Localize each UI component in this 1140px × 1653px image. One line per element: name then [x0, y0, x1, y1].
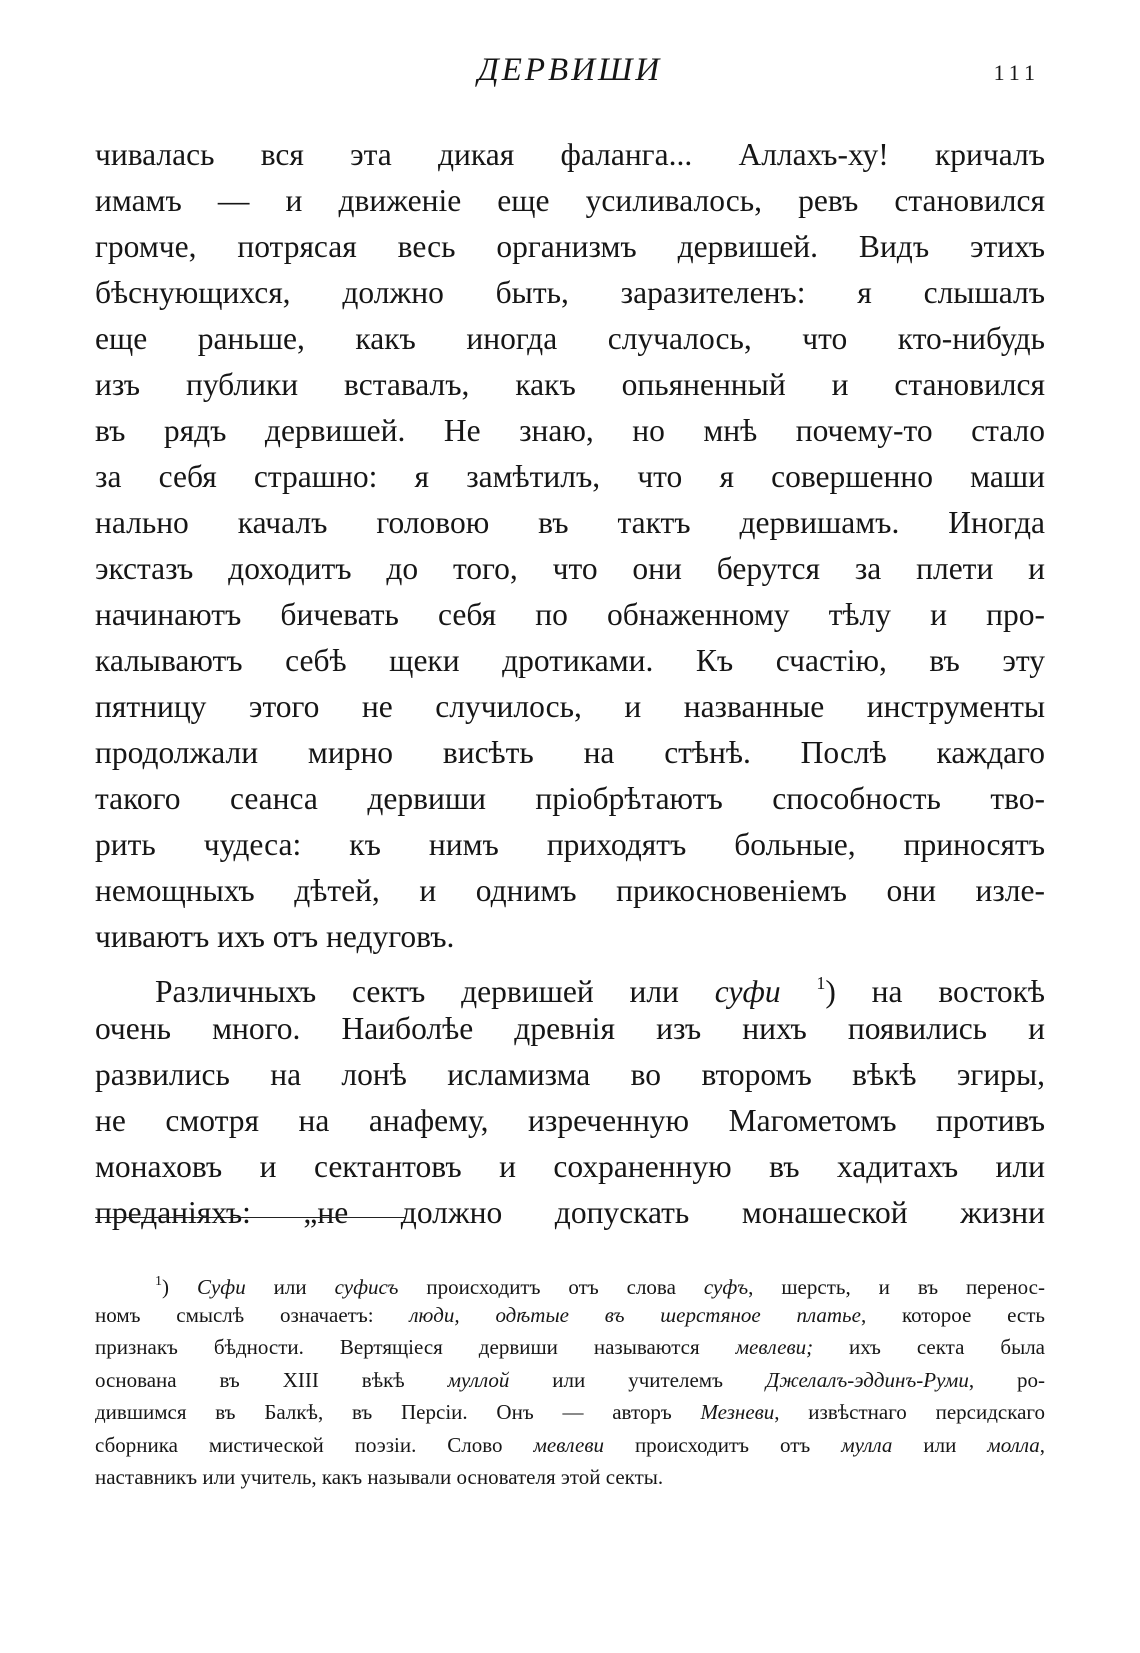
text-span: или	[892, 1432, 988, 1457]
text-line: очень много. Наиболѣе древнiя изъ нихъ появились и	[95, 1011, 1045, 1046]
text-line: въ рядъ дервишей. Не знаю, но мнѣ почему-то стало	[95, 413, 1045, 448]
text-span: сборника мистической поэзiи. Слово	[95, 1432, 534, 1457]
main-text	[95, 132, 1045, 1236]
text-line: громче, потрясая весь организмъ дервишей. Видъ этихъ	[95, 229, 1045, 264]
text-line: монаховъ и сектантовъ и сохраненную въ хадитахъ или	[95, 1149, 1045, 1184]
text-line: калываютъ себѣ щеки дротиками. Къ счастiю, въ эту	[95, 643, 1045, 678]
footnote-line	[95, 1364, 1045, 1397]
italic-term: Суфи	[196, 1275, 246, 1299]
italic-term: муллой	[447, 1367, 510, 1392]
text-span: наставникъ или учитель, какъ называли основателя этой секты.	[95, 1465, 664, 1489]
text-span: происходитъ отъ слова	[398, 1275, 704, 1299]
text-span: )	[162, 1275, 197, 1299]
text-span: , которое есть	[860, 1302, 1045, 1327]
italic-term: мевлеви	[533, 1432, 604, 1457]
footnote-line	[95, 1429, 1045, 1462]
italic-term: суфисъ	[334, 1275, 399, 1299]
text-line: преданiяхъ: „не должно допускать монашеской жизни	[95, 1195, 1045, 1230]
text-line: развились на лонѣ исламизма во второмъ вѣкѣ эгиры,	[95, 1057, 1045, 1092]
italic-term: мевлеви;	[735, 1335, 814, 1359]
footnote-line	[95, 1461, 1045, 1494]
footnote-line	[95, 1266, 1045, 1299]
text-line: изъ публики вставалъ, какъ опьяненный и становился	[95, 367, 1045, 402]
text-span: ,	[1039, 1432, 1045, 1457]
text-line: рить чудеса: къ нимъ приходятъ больные, приносятъ	[95, 827, 1045, 862]
text-line: имамъ — и движенiе еще усиливалось, ревъ становился	[95, 183, 1045, 218]
footnote-line	[95, 1299, 1045, 1332]
footnote-divider	[95, 1217, 405, 1218]
text-line: еще раньше, какъ иногда случалось, что кто-нибудь	[95, 321, 1045, 356]
text-span: , шерсть, и въ перенос-	[748, 1275, 1046, 1299]
italic-term: Мезневи	[700, 1400, 775, 1424]
italic-term: люди, одѣтые въ шерстяное платье	[409, 1302, 861, 1327]
running-head-title: ДЕРВИШИ	[477, 52, 663, 88]
page-number: 111	[993, 60, 1040, 85]
text-span: , извѣстнаго персидскаго	[774, 1400, 1045, 1424]
text-line: нально качалъ головою въ тактъ дервишамъ. Иногда	[95, 505, 1045, 540]
italic-term: Джелалъ-эддинъ-Руми	[765, 1367, 969, 1392]
text-span: Различныхъ сектъ дервишей или	[155, 974, 715, 1009]
footnote-line	[95, 1331, 1045, 1364]
text-line: экстазъ доходитъ до того, что они берутся за плети и	[95, 551, 1045, 586]
footnote-line	[95, 1396, 1045, 1429]
italic-term: мулла	[841, 1432, 893, 1457]
paragraph-first-line	[95, 960, 1045, 1009]
text-line: бѣснующихся, должно быть, заразителенъ: я слышалъ	[95, 275, 1045, 310]
text-line: чиваютъ ихъ отъ недуговъ.	[95, 919, 455, 954]
text-line: не смотря на анафему, изреченную Магометомъ противъ	[95, 1103, 1045, 1138]
text-span: номъ смыслѣ означаетъ:	[95, 1302, 410, 1327]
page-header	[0, 46, 1140, 106]
footnote-marker: 1	[155, 1274, 162, 1289]
text-span: дившимся въ Балкѣ, въ Персiи. Онъ — авторъ	[95, 1400, 701, 1424]
text-line: чивалась вся эта дикая фаланга... Аллахъ-ху! кричалъ	[95, 137, 1045, 172]
text-span: или учителемъ	[509, 1367, 766, 1392]
italic-term: суфи	[714, 974, 781, 1009]
text-line: продолжали мирно висѣть на стѣнѣ. Послѣ каждаго	[95, 735, 1045, 770]
text-span: ) на востокѣ	[825, 974, 1045, 1009]
text-line: за себя страшно: я замѣтилъ, что я совершенно маши	[95, 459, 1045, 494]
text-line: немощныхъ дѣтей, и однимъ прикосновенiемъ они изле-	[95, 873, 1045, 908]
text-span: или	[245, 1275, 335, 1299]
italic-term: молла	[987, 1432, 1040, 1457]
text-span: ихъ секта была	[813, 1335, 1045, 1359]
footnote-ref[interactable]: 1	[816, 973, 826, 993]
text-line: пятницу этого не случилось, и названные инструменты	[95, 689, 1045, 724]
italic-term: суфъ	[703, 1275, 749, 1299]
text-span: происходитъ отъ	[603, 1432, 842, 1457]
footnotes	[95, 1266, 1045, 1494]
text-span: , ро-	[968, 1367, 1046, 1392]
text-span: основана въ XIII вѣкѣ	[95, 1367, 448, 1392]
text-line: такого сеанса дервиши прiобрѣтаютъ способность тво-	[95, 781, 1045, 816]
text-span: признакъ бѣдности. Вертящiеся дервиши называются	[95, 1335, 736, 1359]
text-line: начинаютъ бичевать себя по обнаженному тѣлу и про-	[95, 597, 1045, 632]
